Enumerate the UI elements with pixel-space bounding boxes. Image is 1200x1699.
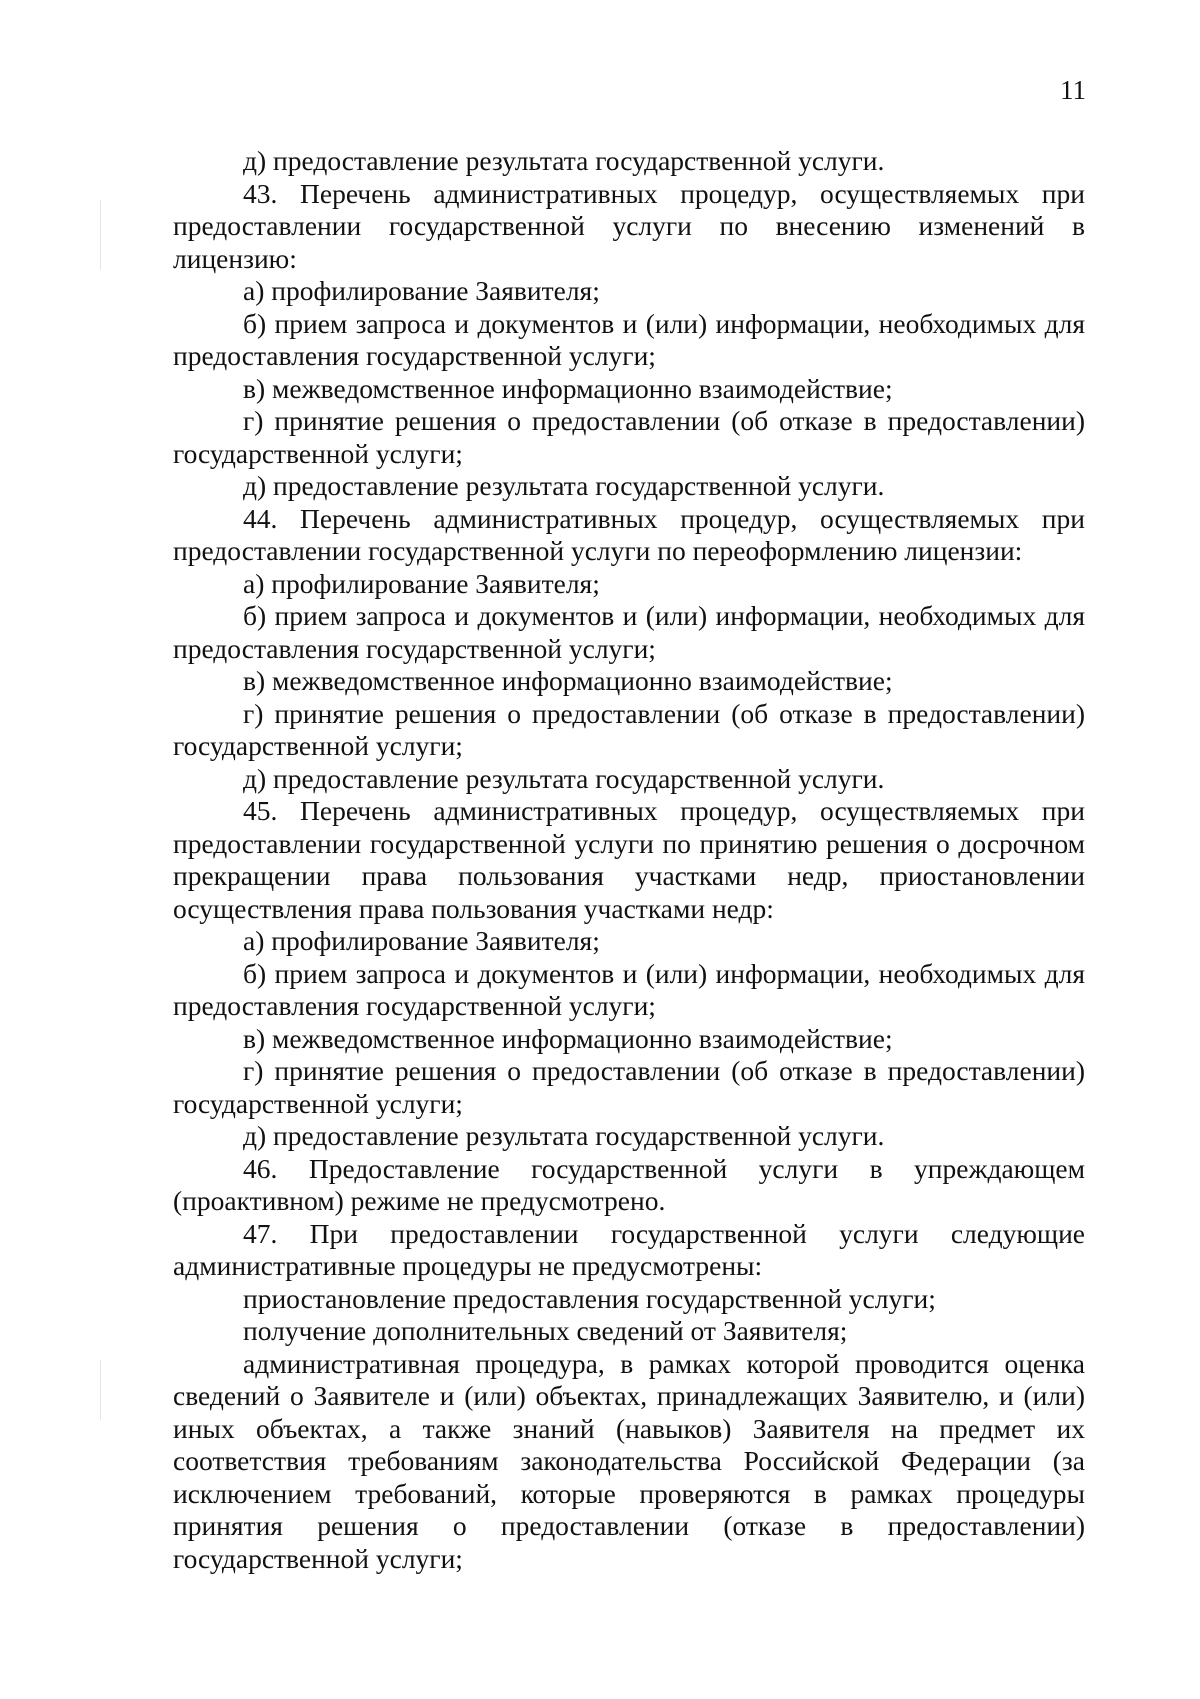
paragraph: в) межведомственное информационно взаимодействие; bbox=[243, 1022, 893, 1054]
scan-artifact bbox=[100, 1360, 101, 1420]
paragraph: в) межведомственное информационно взаимодействие; bbox=[243, 665, 893, 696]
paragraph: 46. Предоставление государственной услуги в упреждающем (проактивном) режиме не предусмотрено. bbox=[173, 1152, 1085, 1216]
paragraph: д) предоставление результата государственной услуги. bbox=[243, 145, 885, 176]
paragraph: г) принятие решения о предоставлении (об отказе в предоставлении) государственной услуги; bbox=[173, 1055, 1085, 1119]
paragraph: д) предоставление результата государственной услуги. bbox=[243, 1120, 885, 1151]
paragraph: д) предоставление результата государственной услуги. bbox=[243, 762, 885, 794]
paragraph: д) предоставление результата государственной услуги. bbox=[243, 470, 885, 501]
paragraph: а) профилирование Заявителя; bbox=[243, 567, 600, 599]
paragraph: г) принятие решения о предоставлении (об отказе в предоставлении) государственной услуги; bbox=[173, 697, 1085, 761]
paragraph: б) прием запроса и документов и (или) информации, необходимых для предоставления государственной услуги; bbox=[173, 957, 1085, 1021]
page-number: 11 bbox=[1060, 75, 1086, 105]
paragraph: а) профилирование Заявителя; bbox=[243, 925, 600, 956]
paragraph: г) принятие решения о предоставлении (об отказе в предоставлении) государственной услуги; bbox=[173, 405, 1085, 469]
paragraph: 47. При предоставлении государственной услуги следующие административные процедуры не предусмотрены: bbox=[173, 1217, 1085, 1281]
paragraph: 43. Перечень административных процедур, осуществляемых при предоставлении государственной услуги по внесению изменений в лицензию: bbox=[173, 177, 1085, 274]
document-body bbox=[173, 145, 1085, 1575]
paragraph: приостановление предоставления государственной услуги; bbox=[243, 1282, 936, 1314]
paragraph: в) межведомственное информационно взаимодействие; bbox=[243, 372, 893, 404]
paragraph: административная процедура, в рамках которой проводится оценка сведений о Заявителе и (или) объектах, принадлежащих Заявителю, и (или) иных объектах, а также знаний (навыков) Заявителя на предмет их соответствия требованиям законодательства Российской Федерации (за исключением требований, которые проверяются в рамках процедуры принятия решения о предоставлении (отказе в предоставлении) государственной услуги; bbox=[173, 1347, 1085, 1574]
paragraph: а) профилирование Заявителя; bbox=[243, 275, 600, 306]
scan-artifact bbox=[100, 200, 101, 270]
paragraph: 44. Перечень административных процедур, осуществляемых при предоставлении государственной услуги по переоформлению лицензии: bbox=[173, 502, 1085, 566]
paragraph: б) прием запроса и документов и (или) информации, необходимых для предоставления государственной услуги; bbox=[173, 600, 1085, 664]
paragraph: б) прием запроса и документов и (или) информации, необходимых для предоставления государственной услуги; bbox=[173, 307, 1085, 371]
paragraph: получение дополнительных сведений от Заявителя; bbox=[243, 1315, 848, 1346]
paragraph: 45. Перечень административных процедур, осуществляемых при предоставлении государственной услуги по принятию решения о досрочном прекращении права пользования участками недр, приостановлении осуществления права пользования участками недр: bbox=[173, 795, 1085, 924]
